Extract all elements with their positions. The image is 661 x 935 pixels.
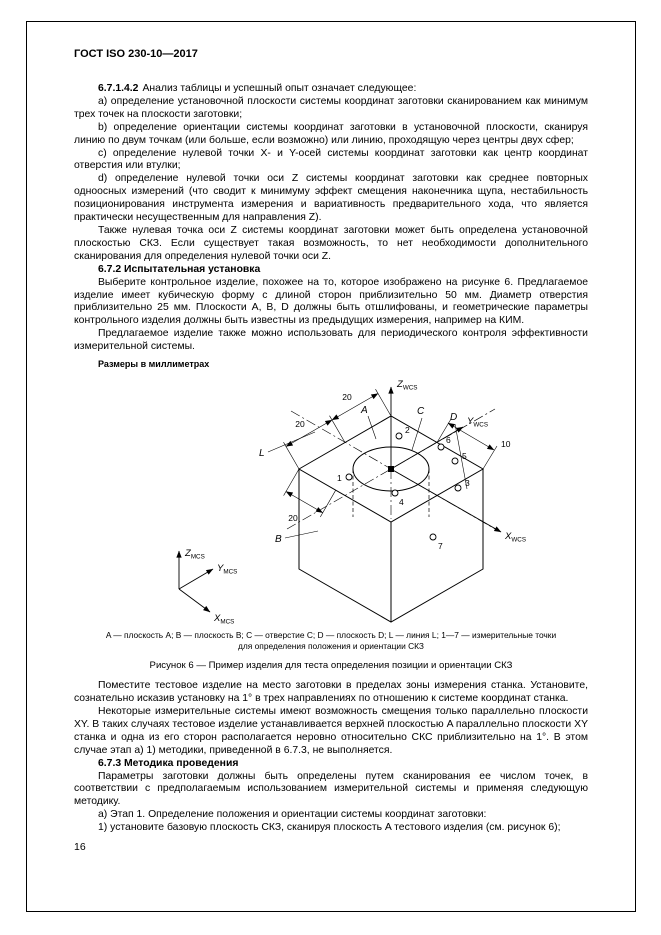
figure-6: [74, 359, 588, 671]
svg-text:1: 1: [337, 473, 342, 484]
paragraph-stage-1: a) Этап 1. Определение положения и ориентации системы координат заготовки:: [98, 809, 487, 821]
measurement-point-4: [392, 490, 398, 496]
paragraph-z-zero: Также нулевая точка оси Z системы координат заготовки может быть определена установочной плоскостью СКЗ. Если существует такая возможность, то нет необходимости дополнительного сканирования для определения нулевой точки оси Z.: [74, 224, 588, 262]
measurement-point-1: [346, 474, 352, 480]
x-mcs-axis-label: $X_{MCS}$: [214, 613, 235, 626]
hole-c-label: C: [417, 406, 425, 418]
z-wcs-axis-label: $Z_{WCS}$: [397, 379, 418, 392]
svg-text:3: 3: [465, 478, 470, 489]
section-heading-672: 6.7.2 Испытательная установка: [98, 263, 261, 275]
svg-text:4: 4: [399, 497, 404, 508]
measurement-point-6: [438, 444, 444, 450]
part-labels: [259, 405, 467, 545]
dim-10: 10: [501, 439, 511, 450]
y-wcs-axis-label: $Y_{WCS}$: [467, 416, 489, 429]
x-wcs-axis-label: $X_{WCS}$: [505, 531, 527, 544]
list-item-b: b) определение ориентации системы координат заготовки в установочной плоскости, сканируя линию по двум точкам (или больше, если возможно) или линию, проходящую через центры двух сфер;: [74, 121, 588, 146]
dim-20-a: 20: [295, 419, 305, 430]
paragraph-parameters: Параметры заготовки должны быть определены путем сканирования ее числом точек, в соответствии с предполагаемым использованием измерительной системы и применяя следующую методику.: [74, 770, 588, 808]
measurement-point-5: [452, 458, 458, 464]
measurement-point-2: [396, 433, 402, 439]
test-piece-diagram: [111, 369, 551, 629]
section-heading-673: 6.7.3 Методика проведения: [98, 757, 239, 769]
paragraph-step-1: 1) установите базовую плоскость СКЗ, сканируя плоскость A тестового изделия (см. рисунок 6);: [98, 822, 561, 834]
figure-legend-line1: A — плоскость A; B — плоскость B; C — отверстие C; D — плоскость D; L — линия L; 1—7 — измерительные точки: [105, 630, 557, 641]
svg-text:6: 6: [446, 435, 451, 446]
list-item-c: c) определение нулевой точки X- и Y-осей системы координат заготовки как центр координат отверстия или втулки;: [74, 147, 588, 172]
paragraph-test-piece: Выберите контрольное изделие, похожее на то, которое изображено на рисунке 6. Предлагаемое изделие имеет кубическую форму с длиной сторон приблизительно 50 мм. Диаметр отверстия приблизительно 25 мм. Плоскости A, B, D должны быть отшлифованы, и геометрические параметры контрольного изделия должны быть известны из предыдущих измерения, например на КИМ.: [74, 276, 588, 327]
paragraph-analysis-text: Анализ таблицы и успешный опыт означает следующее:: [142, 83, 417, 94]
svg-text:2: 2: [405, 425, 410, 436]
figure-legend: [74, 630, 588, 652]
plane-d-label: D: [450, 412, 458, 424]
paragraph-some-systems: Некоторые измерительные системы имеют возможность смещения только параллельно плоскости XY. В таких случаях тестовое изделие устанавливается верхней плоскостью A параллельно плоскости XY станка и одна из его сторон располагается неровно относительно СКС приблизительно на 1°. В этом случае этап a) 1) методики, приведенной в 6.7.3, не выполняется.: [74, 706, 588, 756]
wcs-axes: [391, 387, 501, 532]
list-item-a: a) определение установочной плоскости системы координат заготовки сканированием как минимум трех точек на плоскости заготовки;: [74, 95, 588, 120]
plane-a-label: A: [361, 405, 368, 417]
paragraph-place-piece: Поместите тестовое изделие на место заготовки в пределах зоны измерения станка. Установите, сознательно исказив установку на 1° в трех направлениях по отношению к системе координат станка.: [74, 680, 588, 705]
svg-text:7: 7: [438, 541, 443, 552]
line-l-label: L: [259, 448, 265, 460]
dimensions-note: Размеры в миллиметрах: [98, 359, 210, 370]
paragraph-analysis: [74, 83, 588, 96]
plane-b-label: B: [275, 534, 282, 546]
page-number: 16: [74, 841, 86, 853]
paragraph-periodic-check: Предлагаемое изделие также можно использовать для периодического контроля эффективности измерительной системы.: [74, 328, 588, 353]
page-content: [74, 48, 588, 835]
document-header: ГОСТ ISO 230-10—2017: [74, 48, 198, 60]
y-mcs-axis-label: $Y_{MCS}$: [217, 563, 238, 576]
dim-20-c: 20: [288, 513, 298, 524]
figure-legend-line2: для определения положения и ориентации СКЗ: [238, 641, 424, 652]
list-item-d: d) определение нулевой точки оси Z системы координат заготовки как среднее повторных одноосных измерений (что сводит к минимуму эффект смещения наконечника щупа, нестабильность позиционирования инструмента измерения и вариативность предварительного хода, что является практически несущественным для направления Z).: [74, 173, 588, 224]
z-mcs-axis-label: $Z_{MCS}$: [185, 548, 205, 561]
dimension-upper-left: [284, 389, 392, 469]
svg-text:5: 5: [462, 451, 467, 462]
dim-20-b: 20: [342, 392, 352, 403]
clause-number: 6.7.1.4.2: [98, 83, 139, 94]
figure-caption: Рисунок 6 — Пример изделия для теста определения позиции и ориентации СКЗ: [149, 660, 513, 672]
measurement-point-7: [430, 534, 436, 540]
dimension-lower-left: [284, 469, 336, 523]
measurement-point-3: [455, 485, 461, 491]
